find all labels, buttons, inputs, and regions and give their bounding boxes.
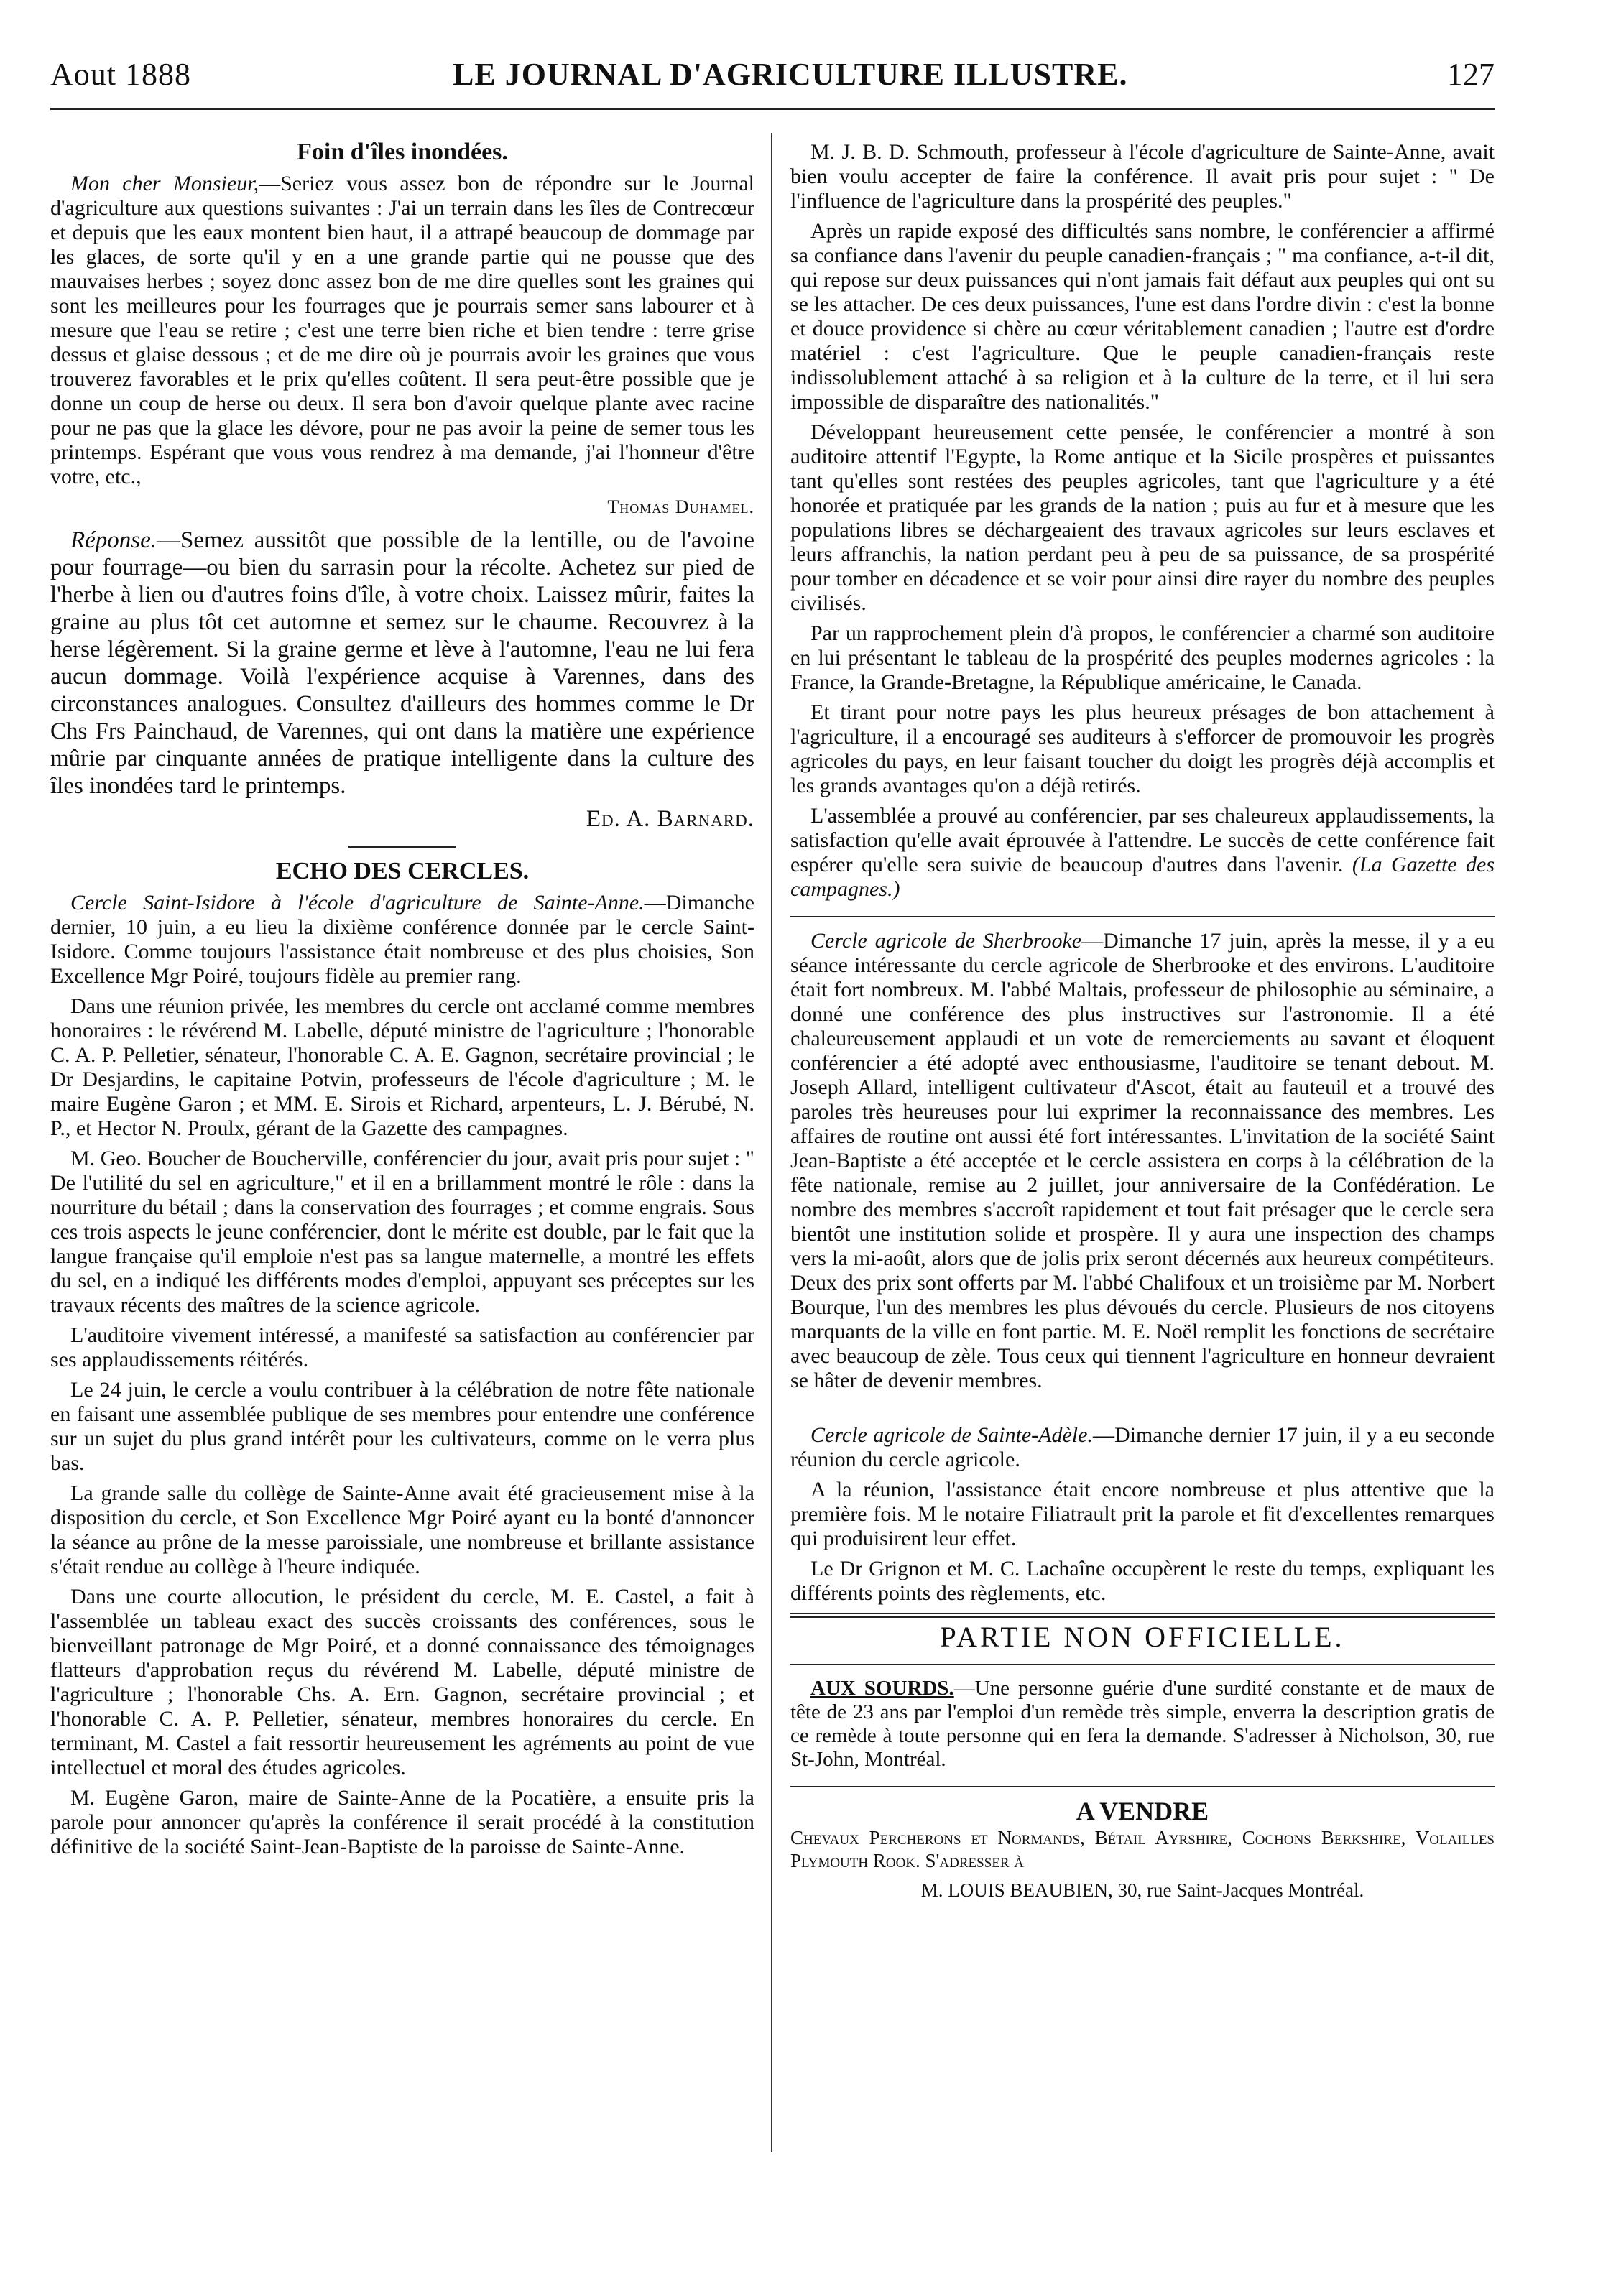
foin-reponse	[50, 527, 754, 800]
echo-paragraph: M. Eugène Garon, maire de Sainte-Anne de la Pocatière, a ensuite pris la parole pour annoncer qu'après la conférence il serait procédé à la constitution définitive de la société Saint-Jean-Baptiste de la paroisse de Sainte-Anne.	[50, 1786, 754, 1858]
spacer	[790, 1399, 1495, 1423]
sourds-ad	[790, 1677, 1495, 1772]
page-number: 127	[1447, 57, 1495, 92]
sourds-title: AUX SOURDS.	[810, 1677, 954, 1700]
section-double-rule	[790, 1613, 1495, 1618]
sherbrooke-body: —Dimanche 17 juin, après la messe, il y a eu séance intéressante du cercle agricole de Sherbrooke et des environs. L'auditoire était fort nombreux. M. l'abbé Maltais, professeur de philosophie au séminaire, a donné une conférence des plus instructives sur l'astronomie. Il a été chaleureusement applaudi et un vote de remerciements au savant et éloquent conférencier a été adopté avec enthousiasme, l'auditoire se tenant debout. M. Joseph Allard, intelligent cultivateur d'Ascot, était au fauteuil et a trouvé des paroles très heureuses pour lui exprimer la reconnaissance des membres. Les affaires de routine ont aussi été fort intéressantes. L'invitation de la société Saint Jean-Baptiste a été acceptée et le cercle assistera en corps à la célébration de la fête nationale, remise au 2 juillet, jour anniversaire de la Confédération. Le nombre des membres s'accroît rapidement et tout fait présager que le cercle sera bientôt une institution solide et prospère. Il y aura une inspection des champs vers la mi-août, alors que de jolis prix seront décernés aux heureux compétiteurs. Deux des prix sont offerts par M. l'abbé Chalifoux et un troisième par M. Norbert Bourque, l'un des membres les plus dévoués du cercle. Plusieurs de nos citoyens marquants de la ville en font partie. M. E. Noël remplit les fonctions de secrétaire avec beaucoup de zèle. Tous ceux qui tiennent l'agriculture en honneur devraient se hâter de devenir membres.	[790, 929, 1495, 1392]
adele-body: —Dimanche dernier 17 juin, il y a eu seconde réunion du cercle agricole.	[790, 1423, 1495, 1471]
page-header	[50, 56, 1495, 106]
echo-title: ECHO DES CERCLES.	[275, 858, 530, 884]
foin-salutation: Mon cher Monsieur,	[70, 172, 259, 195]
echo-lead: Cercle Saint-Isidore à l'école d'agriculture de Sainte-Anne.—Dimanche dernier, 10 juin, a eu lieu la dixième conférence donnée par le cercle Saint-Isidore. Comme toujours l'assistance était nombreuse et des plus choisies, Son Excellence Mgr Poiré, toujours fidèle au premier rang.	[50, 891, 754, 988]
reponse-label: Réponse.	[70, 527, 157, 553]
foin-letter	[50, 172, 754, 489]
issue-date: Aout 1888	[50, 57, 191, 92]
header-rule	[50, 108, 1495, 110]
conference-paragraph: Par un rapprochement plein d'à propos, le conférencier a charmé son auditoire en lui présentant le tableau de la prospérité des peuples modernes agricoles : la France, la Grande-Bretagne, la République américaine, le Canada.	[790, 621, 1495, 694]
conference-paragraph: Après un rapide exposé des difficultés sans nombre, le conférencier a affirmé sa confiance dans l'avenir du peuple canadien-français ; " ma confiance, a-t-il dit, qui repose sur deux puissances qui n'ont jamais fait défaut aux peuples qui ont su se les attacher. De ces deux puissances, l'une est dans l'ordre divin : c'est la bonne et douce providence si chère au cœur véritablement canadien ; l'autre est d'ordre matériel : c'est l'agriculture. Que le peuple canadien-français reste indissolublement attaché à sa religion et à la culture de la terre, et il lui sera impossible de disparaître des nationalités."	[790, 219, 1495, 414]
right-column	[790, 140, 1495, 1902]
letter-signature: Thomas Duhamel.	[607, 496, 754, 517]
section-rule	[790, 1786, 1495, 1787]
gazette-credit: (La Gazette des campagnes.)	[790, 853, 1495, 901]
conference-paragraph: Développant heureusement cette pensée, le conférencier a montré à son auditoire attentif l'Egypte, la Rome antique et la Sicile prospères et puissantes tant qu'elles sont restées des peuples agricoles, tant que l'agriculture y a été honorée et pratiquée par les grands de la nation ; puis au fur et à mesure que les populations libres se déchargeaient des travaux agricoles sur leurs esclaves et leurs affranchis, la nation perdant peu à peu de sa puissance, de sa prospérité pour tomber en décadence et se voir pour ainsi dire rayer du nombre des peuples civilisés.	[790, 420, 1495, 615]
echo-paragraph: La grande salle du collège de Sainte-Anne avait été gracieusement mise à la disposition du cercle, et Son Excellence Mgr Poiré ayant eu la bonté d'annoncer la séance au prône de la messe paroissiale, une nombreuse et brillante assistance s'était rendue au collège à l'heure indiquée.	[50, 1481, 754, 1578]
adele-title: Cercle agricole de Sainte-Adèle.	[810, 1423, 1093, 1447]
echo-paragraph: Le 24 juin, le cercle a voulu contribuer à la célébration de notre fête nationale en faisant une assemblée publique de ses membres pour entendre une conférence sur un sujet du plus grand intérêt pour les cultivateurs, comme on le verra plus bas.	[50, 1378, 754, 1475]
section-rule	[790, 916, 1495, 917]
conference-closing	[790, 804, 1495, 902]
vendre-address: M. LOUIS BEAUBIEN, 30, rue Saint-Jacques Montréal.	[920, 1879, 1364, 1901]
sherbrooke-report	[790, 929, 1495, 1393]
echo-paragraph: L'auditoire vivement intéressé, a manifesté sa satisfaction au conférencier par ses applaudissements réitérés.	[50, 1323, 754, 1371]
reponse-body: —Semez aussitôt que possible de la lentille, ou de l'avoine pour fourrage—ou bien du sarrasin pour la récolte. Achetez sur pied de l'herbe à lien ou d'autres foins d'île, à votre choix. Laissez mûrir, faites la graine au plus tôt cet automne et semez sur le chaume. Recouvrez à la herse légèrement. Si la graine germe et lève à l'automne, l'eau ne lui fera aucun dommage. Voilà l'expérience acquise à Varennes, dans des circonstances analogues. Consultez d'ailleurs des hommes comme le Dr Chs Frs Painchaud, de Varennes, qui ont dans la matière une expérience mûrie par cinquante années de pratique intelligente dans la culture des îles inondées tard le printemps.	[50, 527, 754, 799]
echo-paragraph: Dimanche dernier, 10 juin, a eu lieu la dixième conférence donnée par le cercle Saint-Isidore. Comme toujours l'assistance était nombreuse et des plus choisies, Son Excellence Mgr Poiré, toujours fidèle au premier rang.	[50, 891, 754, 988]
reponse-signature: Ed. A. Barnard.	[586, 806, 754, 832]
echo-lead-title: Cercle Saint-Isidore à l'école d'agriculture de Sainte-Anne.	[70, 891, 645, 915]
sourds-body: —Une personne guérie d'une surdité constante et de maux de tête de 23 ans par l'emploi d'un remède très simple, enverra la description gratis de ce remède à toute personne qui en fera la demande. S'adresser à Nicholson, 30, rue St-John, Montréal.	[790, 1677, 1495, 1771]
adele-paragraph: Le Dr Grignon et M. C. Lachaîne occupèrent le reste du temps, expliquant les différents points des règlements, etc.	[790, 1557, 1495, 1605]
conference-paragraph: Et tirant pour notre pays les plus heureux présages de bon attachement à l'agriculture, il a encouragé ses auditeurs à s'efforcer de promouvoir les progrès agricoles du pays, en leur faisant toucher du doigt les progrès déjà accomplis et les grands avantages qu'on a déjà retirés.	[790, 700, 1495, 797]
left-column	[50, 140, 754, 1865]
section-rule	[348, 846, 456, 848]
sherbrooke-title: Cercle agricole de Sherbrooke	[810, 929, 1082, 953]
vendre-body: Chevaux Percherons et Normands, Bétail Ayrshire, Cochons Berkshire, Volailles Plymouth Rook. S'adresser à	[790, 1827, 1495, 1871]
partie-non-officielle: PARTIE NON OFFICIELLE.	[940, 1621, 1345, 1653]
section-rule	[790, 1664, 1495, 1665]
conference-paragraph: L'assemblée a prouvé au conférencier, par ses chaleureux applaudissements, la satisfaction qu'elle avait éprouvée à l'attendre. Le succès de cette conférence fait espérer qu'elle sera suivie de beaucoup d'autres dans l'avenir.	[790, 804, 1495, 876]
conference-paragraph: M. J. B. D. Schmouth, professeur à l'école d'agriculture de Sainte-Anne, avait bien voulu accepter de faire la conférence. Il avait pris pour sujet : " De l'influence de l'agriculture dans la prospérité des peuples."	[790, 140, 1495, 213]
journal-title: LE JOURNAL D'AGRICULTURE ILLUSTRE.	[453, 57, 1128, 92]
vendre-title: A VENDRE	[1076, 1797, 1209, 1825]
adele-report	[790, 1423, 1495, 1472]
foin-letter-body: —Seriez vous assez bon de répondre sur le Journal d'agriculture aux questions suivantes : J'ai un terrain dans les îles de Contrecœur et depuis que les eaux montent bien haut, il a attrapé beaucoup de dommage par les glaces, de sorte qu'il y en a une grande partie qui ne pousse que des mauvaises herbes ; soyez donc assez bon de me dire quelles sont les graines qui sont les meilleures pour les fourrages que je pourrais semer sans labourer et à mesure que l'eau se retire ; c'est une terre bien riche et bien tendre : terre grise dessus et glaise dessous ; et de me dire où je pourrais avoir les graines que vous trouverez favorables et le prix qu'elles coûtent. Il sera peut-être possible que je donne un coup de herse ou deux. Il sera bon d'avoir quelque plante avec racine pour ne pas que la glace les dévore, pour ne pas avoir la peine de semer tous les printemps. Espérant que vous vous rendrez à ma demande, j'ai l'honneur d'être votre, etc.,	[50, 172, 754, 489]
echo-paragraph: Dans une réunion privée, les membres du cercle ont acclamé comme membres honoraires : le révérend M. Labelle, député ministre de l'agriculture ; l'honorable C. A. P. Pelletier, sénateur, l'honorable C. A. E. Gagnon, secrétaire provincial ; le Dr Desjardins, le capitaine Potvin, professeurs de l'école d'agriculture ; M. le maire Eugène Garon ; et MM. E. Sirois et Richard, arpenteurs, L. J. Bérubé, N. P., et Hector N. Proulx, gérant de la Gazette des campagnes.	[50, 994, 754, 1140]
echo-paragraph: Dans une courte allocution, le président du cercle, M. E. Castel, a fait à l'assemblée un tableau exact des succès croissants des conférences, sous le bienveillant patronage de Mgr Poiré, et a donné connaissance des témoignages flatteurs d'approbation reçus du révérend M. Labelle, député ministre de l'agriculture ; l'honorable Chs. A. Ern. Gagnon, secrétaire provincial ; et l'honorable C. A. P. Pelletier, sénateur, membres honoraires du cercle. En terminant, M. Castel a fait ressortir heureusement les agréments au point de vue intellectuel et moral des études agricoles.	[50, 1585, 754, 1779]
echo-paragraph: M. Geo. Boucher de Boucherville, conférencier du jour, avait pris pour sujet : " De l'utilité du sel en agriculture," et il en a brillamment montré le rôle : dans la nourriture du bétail ; dans la conservation des fourrages ; et comme engrais. Sous ces trois aspects le jeune conférencier, dont le mérite est double, par le fait que la langue française qu'il emploie n'est pas sa langue maternelle, a montré les effets du sel, en a indiqué les différents modes d'emploi, appuyant ses préceptes sur les travaux récents des maîtres de la science agricole.	[50, 1147, 754, 1317]
adele-paragraph: A la réunion, l'assistance était encore nombreuse et plus attentive que la première fois. M le notaire Filiatrault prit la parole et fit d'excellentes remarques qui produisirent leur effet.	[790, 1478, 1495, 1550]
column-divider	[771, 133, 772, 2152]
foin-title: Foin d'îles inondées.	[297, 139, 508, 165]
